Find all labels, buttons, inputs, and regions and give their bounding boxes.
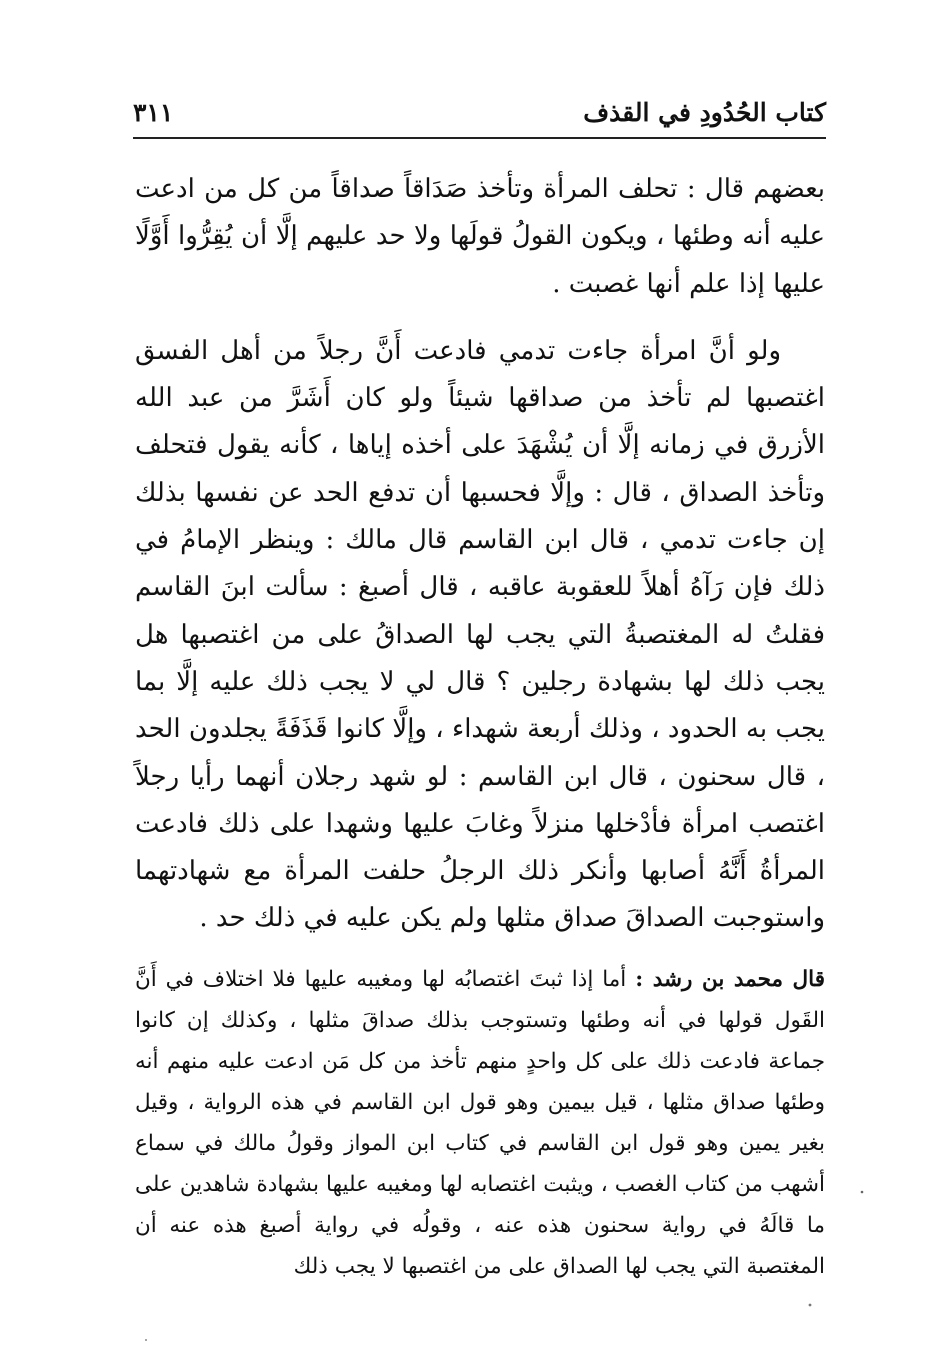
running-title: كتاب الحُدُودِ في القذف: [583, 98, 826, 127]
paragraph-1: بعضهم قال : تحلف المرأة وتأخذ صَدَاقاً صداقاً من كل من ادعت عليه أنه وطئها ، ويكون القولُ قولَها ولا حد عليهم إلَّا أن يُقِرُّوا أَوَّلًا عليها إذا علم أنها غصبت .: [135, 174, 825, 299]
scan-speck: [861, 1191, 864, 1194]
scan-speck: [809, 1304, 812, 1307]
scan-speck: [145, 1339, 147, 1341]
main-text: [135, 166, 825, 1287]
page-number: ٣١١: [133, 98, 174, 127]
paragraph-3-text: أما إذا ثبتَ اغتصابُه لها ومغيبه عليها فلا اختلاف في أَنَّ القَول قولها في أنه وطئها وتستوجب بذلك صداقَ مثلها ، وكذلك إن كانوا جماعة فادعت ذلك على كل واحدٍ منهم تأخذ من كل مَن ادعت عليه منهم أنه وطئها صداق مثلها ، قيل بيمين وهو قول ابن القاسم في هذه الرواية ، وقيل بغير يمين وهو قول ابن القاسم في كتاب ابن المواز وقولُ مالك في سماع أشهب من كتاب الغصب ، ويثبت اغتصابه لها ومغيبه عليها بشهادة شاهدين على ما قالَهُ في رواية سحنون هذه عنه ، وقولُه في رواية أصبغ هذه عنه أن المغتصبة التي يجب لها الصداق على من اغتصبها لا يجب ذلك: [135, 966, 825, 1279]
page-header: [133, 96, 826, 134]
paragraph-2: ولو أنَّ امرأة جاءت تدمي فادعت أَنَّ رجلاً من أهل الفسق اغتصبها لم تأخذ من صداقها شيئاً ولو كان أَشَرَّ من عبد الله الأزرق في زمانه إلَّا أن يُشْهَدَ على أخذه إياها ، كأنه يقول فتحلف وتأخذ الصداق ، قال : وإلَّا فحسبها أن تدفع الحد عن نفسها بذلك إن جاءت تدمي ، قال ابن القاسم قال مالك : وينظر الإمامُ في ذلك فإن رَآهُ أهلاً للعقوبة عاقبه ، قال أصبغ : سألت ابنَ القاسم فقلتُ له المغتصبةُ التي يجب لها الصداقُ على من اغتصبها هل يجب ذلك لها بشهادة رجلين ؟ قال لي لا يجب ذلك عليه إلَّا بما يجب به الحدود ، وذلك أربعة شهداء ، وإلَّا كانوا قَذَفَةً يجلدون الحد ، قال سحنون ، قال ابن القاسم : لو شهد رجلان أنهما رأيا رجلاً اغتصب امرأة فأدْخلها منزلاً وغابَ عليها وشهدا على ذلك فادعت المرأةُ أَنَّهُ أصابها وأنكر ذلك الرجلُ حلفت المرأة مع شهادتهما واستوجبت الصداقَ صداق مثلها ولم يكن عليه في ذلك حد .: [135, 335, 825, 934]
header-rule: [133, 137, 826, 139]
paragraph-3: [135, 959, 825, 1287]
commentator-name: قال محمد بن رشد :: [635, 966, 825, 992]
